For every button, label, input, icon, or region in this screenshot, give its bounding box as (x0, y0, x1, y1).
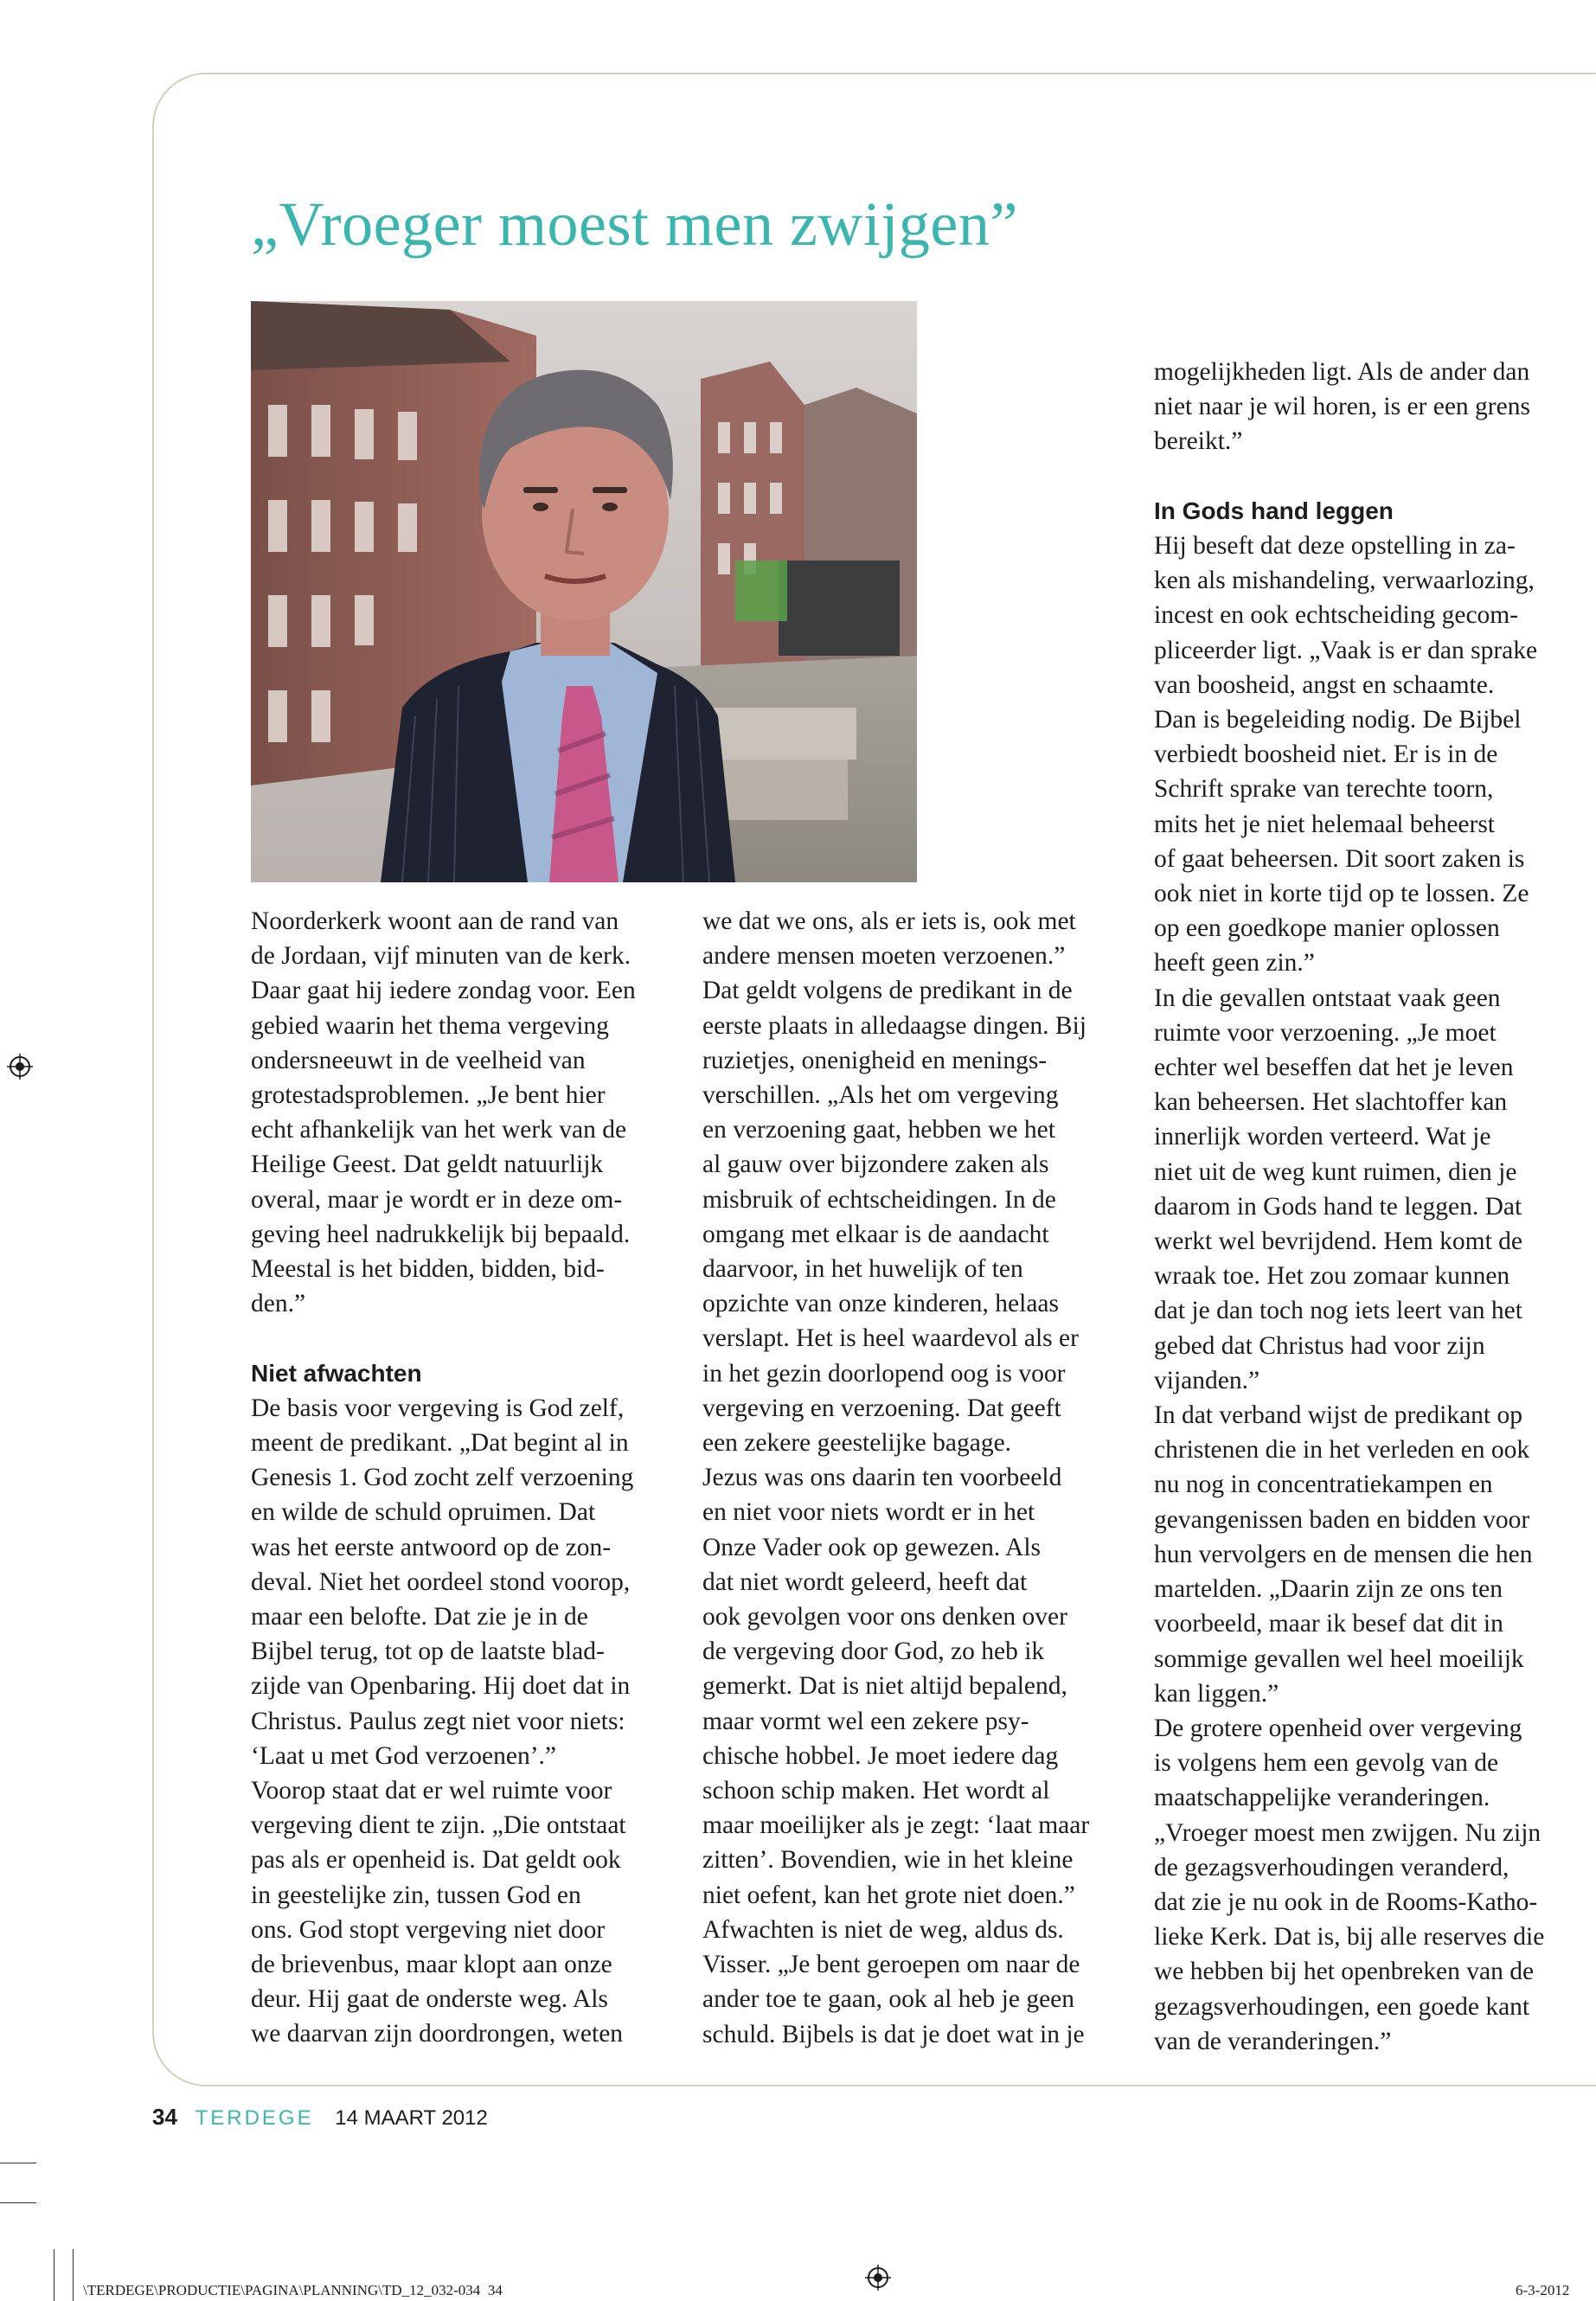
print-slug-date: 6-3-2012 (1516, 2282, 1570, 2298)
portrait-photo (251, 301, 917, 882)
print-slug-path: \TERDEGE\PRODUCTIE\PAGINA\PLANNING\TD_12_032-034 34 (83, 2282, 503, 2298)
registration-mark-icon (865, 2265, 891, 2291)
column-2: we dat we ons, als er iets is, ook met andere mensen moeten verzoenen.” Dat geldt volgens de predikant in de eerste plaats in alledaagse dingen. Bij ruzietjes, onenigheid en menings- verschillen. „Als het om vergeving en verzoening gaat, hebben we het al gauw over bijzondere zaken als misbruik of echtscheidingen. In de omgang met elkaar is de aandacht daarvoor, in het huwelijk of ten opzichte van onze kinderen, helaas verslapt. Het is heel waardevol als er in het gezin doorlopend oog is voor vergeving en verzoening. Dat geeft een zekere geestelijke bagage. Jezus was ons daarin ten voorbeeld en niet voor niets wordt er in het Onze Vader ook op gewezen. Als dat niet wordt geleerd, heeft dat ook gevolgen voor ons denken over de vergeving door God, zo heb ik gemerkt. Dat is niet altijd bepalend, maar vormt wel een zekere psy- chische hobbel. Je moet iedere dag schoon schip maken. Het wordt al maar moeilijker als je zegt: ‘laat maar zitten’. Bovendien, wie in het kleine niet oefent, kan het grote niet doen.” Afwachten is niet de weg, aldus ds. Visser. „Je bent geroepen om naar de ander toe te gaan, ook al heb je geen schuld. Bijbels is dat je doet wat in je (702, 907, 1090, 2048)
registration-mark-icon (7, 1054, 33, 1080)
column-3 (1154, 355, 1591, 2059)
column-1 (251, 904, 683, 2052)
subheading-in-gods-hand-leggen: In Gods hand leggen (1154, 497, 1394, 524)
column-3-paragraph-2: Hij beseft dat deze opstelling in za- ken als mishandeling, verwaarlozing, incest en ook echtscheiding gecom- pliceerder ligt. „Vaak is er dan sprake van boosheid, angst en schaamte. Dan is begeleiding nodig. De Bijbel verbiedt boosheid niet. Er is in de Schrift sprake van terechte toorn, mits het je niet helemaal beheerst of gaat beheersen. Dit soort zaken is ook niet in korte tijd op te lossen. Ze op een goedkope manier oplossen heeft geen zin.” In die gevallen ontstaat vaak geen ruimte voor verzoening. „Je moet echter wel beseffen dat het je leven kan beheersen. Het slachtoffer kan innerlijk worden verteerd. Wat je niet uit de weg kunt ruimen, dien je daarom in Gods hand te leggen. Dat werkt wel bevrijdend. Hem komt de wraak toe. Het zou zomaar kunnen dat je dan toch nog iets leert van het gebed dat Christus had voor zijn vijanden.” In dat verband wijst de predikant op christenen die in het verleden en ook nu nog in concentratiekampen en gevangenissen baden en bidden voor hun vervolgers en de mensen die hen martelden. „Daarin zijn ze ons ten voorbeeld, maar ik besef dat dit in sommige gevallen wel heel moeilijk kan liggen.” De grotere openheid over vergeving is volgens hem een gevolg van de maatschappelijke veranderingen. „Vroeger moest men zwijgen. Nu zijn de gezagsverhoudingen veranderd, dat zie je nu ook in de Rooms-Katho- lieke Kerk. Dat is, bij alle reserves die we hebben bij het openbreken van de gezagsverhoudingen, een goede kant van de veranderingen.” (1154, 532, 1545, 2055)
issue-date: 14 MAART 2012 (335, 2106, 488, 2130)
paragraph-gap (251, 1321, 683, 1356)
photo-illustration (251, 301, 917, 882)
page-number: 34 (152, 2104, 177, 2130)
column-3-paragraph-1: mogelijkheden ligt. Als de ander dan niet naar je wil horen, is er een grens bereikt.” (1154, 358, 1530, 456)
article-title: „Vroeger moest men zwijgen” (251, 189, 1018, 259)
paragraph-gap (1154, 459, 1591, 494)
page-footer (152, 2104, 488, 2131)
crop-mark (73, 2249, 74, 2301)
magazine-name: TERDEGE (195, 2106, 314, 2130)
column-1-paragraph-2: De basis voor vergeving is God zelf, meent de predikant. „Dat begint al in Genesis 1. God zocht zelf verzoening en wilde de schuld opruimen. Dat was het eerste antwoord op de zon- deval. Niet het oordeel stond voorop, maar een belofte. Dat zie je in de Bijbel terug, tot op de laatste blad- zijde van Openbaring. Hij doet dat in Christus. Paulus zegt niet voor niets: ‘Laat u met God verzoenen’.” Voorop staat dat er wel ruimte voor vergeving dient te zijn. „Die ontstaat pas als er openheid is. Dat geldt ook in geestelijke zin, tussen God en ons. God stopt vergeving niet door de brievenbus, maar klopt aan onze deur. Hij gaat de onderste weg. Als we daarvan zijn doordrongen, weten (251, 1394, 634, 2048)
crop-mark (0, 2202, 36, 2203)
subheading-niet-afwachten: Niet afwachten (251, 1359, 422, 1387)
column-1-paragraph-1: Noorderkerk woont aan de rand van de Jordaan, vijf minuten van de kerk. Daar gaat hij iedere zondag voor. Een gebied waarin het thema vergeving ondersneeuwt in de veelheid van grotestadsproblemen. „Je bent hier echt afhankelijk van het werk van de Heilige Geest. Dat geldt natuurlijk overal, maar je wordt er in deze om- geving heel nadrukkelijk bij bepaald. Meestal is het bidden, bidden, bid- den.” (251, 907, 636, 1318)
